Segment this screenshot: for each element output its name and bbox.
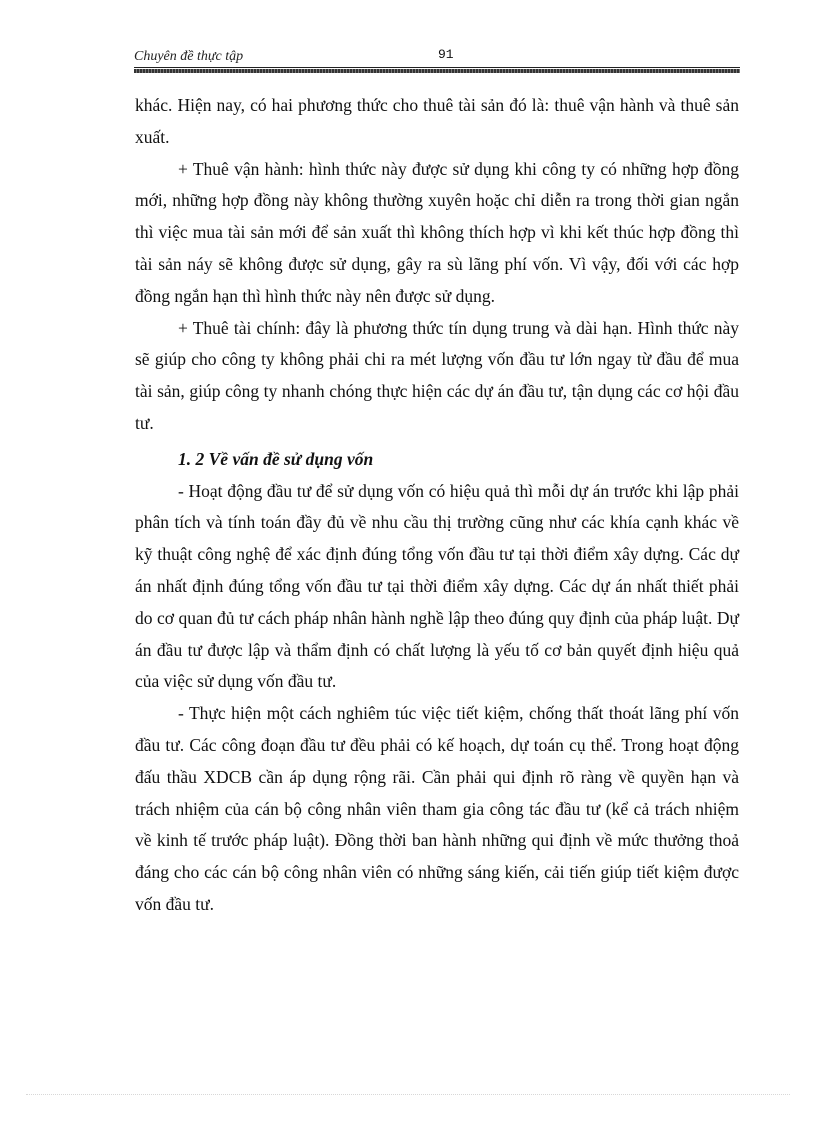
header-rule-thick — [134, 69, 740, 73]
paragraph-operating-lease: + Thuê vận hành: hình thức này được sử dụng khi công ty có những hợp đồng mới, những hợp đồng này không thường xuyên hoặc chỉ diễn ra trong thời gian ngắn thì việc mua tài sản mới để sản xuất thì không thích hợp vì khi kết thúc hợp đồng thì tài sản náy sẽ không được sử dụng, gây ra sù lãng phí vốn. Vì vậy, đối với các hợp đồng ngắn hạn thì hình thức này nên được sử dụng. — [135, 158, 739, 306]
paragraph-financial-lease: + Thuê tài chính: đây là phương thức tín dụng trung và dài hạn. Hình thức này sẽ giúp cho công ty không phải chi ra mét lượng vốn đầu tư lớn ngay từ đầu để mua tài sản, giúp công ty nhanh chóng thực hiện các dự án đầu tư, tận dụng các cơ hội đầu tư. — [135, 317, 739, 433]
paragraph-continuation: khác. Hiện nay, có hai phương thức cho thuê tài sản đó là: thuê vận hành và thuê sản xuất. — [135, 95, 739, 147]
header-title: Chuyên đề thực tập — [134, 49, 244, 64]
section-heading: 1. 2 Về vấn đề sử dụng vốn — [178, 448, 374, 469]
paragraph-cost-saving: - Thực hiện một cách nghiêm túc việc tiết kiệm, chống thất thoát lãng phí vốn đầu tư. Các công đoạn đầu tư đều phải có kế hoạch, dự toán cụ thể. Trong hoạt động đấu thầu XDCB cần áp dụng rộng rãi. Cần phải qui định rõ ràng về quyền hạn và trách nhiệm của cán bộ công nhân viên tham gia công tác đầu tư (kể cả trách nhiệm về kinh tế trước pháp luật). Đồng thời ban hành những qui định về mức thưởng thoả đáng cho các cán bộ công nhân viên có những sáng kiến, cải tiến giúp tiết kiệm được vốn đầu tư. — [135, 703, 739, 914]
header-rule-thin — [134, 67, 740, 68]
document-body — [135, 90, 739, 921]
paragraph-investment-efficiency: - Hoạt động đầu tư để sử dụng vốn có hiệu quả thì mỗi dự án trước khi lập phải phân tích và tính toán đầy đủ về nhu cầu thị trường cũng như các khía cạnh khác về kỹ thuật công nghệ để xác định đúng tổng vốn đầu tư tại thời điểm xây dựng. Các dự án nhất định đúng tổng vốn đầu tư tại thời điểm xây dựng. Các dự án nhất thiết phải do cơ quan đủ tư cách pháp nhân hành nghề lập theo đúng quy định của pháp luật. Dự án đầu tư được lập và thẩm định có chất lượng là yếu tố cơ bản quyết định hiệu quả của việc sử dụng vốn đầu tư. — [135, 480, 739, 692]
bottom-dotted-line — [26, 1094, 790, 1095]
page-number: 91 — [438, 47, 454, 62]
page-header — [134, 46, 740, 66]
